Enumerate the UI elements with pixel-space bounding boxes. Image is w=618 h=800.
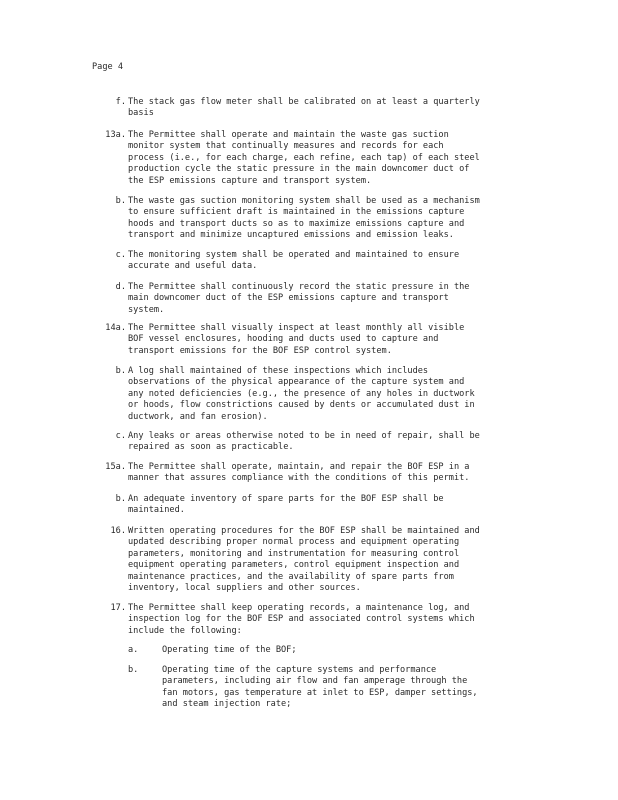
item-text: The Permittee shall operate, maintain, and repair the BOF ESP in a manner that assures compliance with the conditions of this permit.: [128, 462, 470, 484]
item-label: b.: [115, 494, 126, 504]
item-text: The stack gas flow meter shall be calibrated on at least a quarterly basis: [128, 97, 480, 119]
item-text: A log shall maintained of these inspections which includes observations of the physical appearance of the capture system and any noted deficiencies (e.g., the presence of any holes in ductwork or hoods, flow constrictions caused by dents or accumulated dust in ductwork, and fan erosion).: [128, 366, 475, 422]
subitem-17b: [128, 665, 548, 711]
condition-item-17: [92, 603, 552, 637]
item-text: The Permittee shall visually inspect at least monthly all visible BOF vessel enclosures, hooding and ducts used to capture and transport emissions for the BOF ESP control system.: [128, 323, 465, 356]
condition-item-f: [92, 97, 552, 120]
subitem-text: Operating time of the BOF;: [162, 645, 297, 655]
item-label: b.: [115, 366, 126, 376]
item-text: An adequate inventory of spare parts for the BOF ESP shall be maintained.: [128, 494, 444, 516]
condition-item-13d: [92, 282, 552, 316]
item-label: 17.: [110, 603, 126, 613]
item-text: Any leaks or areas otherwise noted to be in need of repair, shall be repaired as soon as practicable.: [128, 431, 480, 453]
condition-item-13a: [92, 130, 552, 187]
item-text: Written operating procedures for the BOF ESP shall be maintained and updated describing proper normal process and equipment operating parameters, monitoring and instrumentation for measuring control equipment operating parameters, control equipment inspection and maintenance practices, and the availability of spare parts from inventory, local suppliers and other sources.: [128, 526, 480, 594]
item-label: c.: [115, 431, 126, 441]
item-text: The Permittee shall keep operating records, a maintenance log, and inspection log for the BOF ESP and associated control systems which include the following:: [128, 603, 475, 636]
item-label: 14a.: [105, 323, 126, 333]
item-text: The waste gas suction monitoring system shall be used as a mechanism to ensure sufficient draft is maintained in the emissions capture hoods and transport ducts so as to maximize emissions capture and transport and minimize uncaptured emissions and emission leaks.: [128, 196, 480, 241]
item-label: c.: [115, 250, 126, 260]
item-label: 16.: [110, 526, 126, 536]
condition-item-14a: [92, 323, 552, 357]
subitem-text: Operating time of the capture systems and performance parameters, including air flow and fan amperage through the fan motors, gas temperature at inlet to ESP, damper settings, and steam injection rate;: [162, 665, 478, 710]
condition-item-14c: [92, 431, 552, 454]
condition-item-13b: [92, 196, 552, 242]
subitem-label: b.: [128, 665, 139, 675]
subitem-17a: [128, 645, 548, 656]
condition-item-15b: [92, 494, 552, 517]
condition-item-15a: [92, 462, 552, 485]
item-text: The Permittee shall operate and maintain the waste gas suction monitor system that continually measures and records for each process (i.e., for each charge, each refine, each tap) of each steel production cycle the static pressure in the main downcomer duct of the ESP emissions capture and transport system.: [128, 130, 480, 186]
condition-item-14b: [92, 366, 552, 423]
item-label: 15a.: [105, 462, 126, 472]
item-label: d.: [115, 282, 126, 292]
page-number: Page 4: [92, 62, 124, 72]
item-text: The monitoring system shall be operated and maintained to ensure accurate and useful data.: [128, 250, 460, 272]
item-label: 13a.: [105, 130, 126, 140]
condition-item-16: [92, 526, 552, 594]
item-label: f.: [115, 97, 126, 107]
subitem-label: a.: [128, 645, 139, 655]
item-label: b.: [115, 196, 126, 206]
item-text: The Permittee shall continuously record the static pressure in the main downcomer duct of the ESP emissions capture and transport system.: [128, 282, 470, 315]
condition-item-13c: [92, 250, 552, 273]
